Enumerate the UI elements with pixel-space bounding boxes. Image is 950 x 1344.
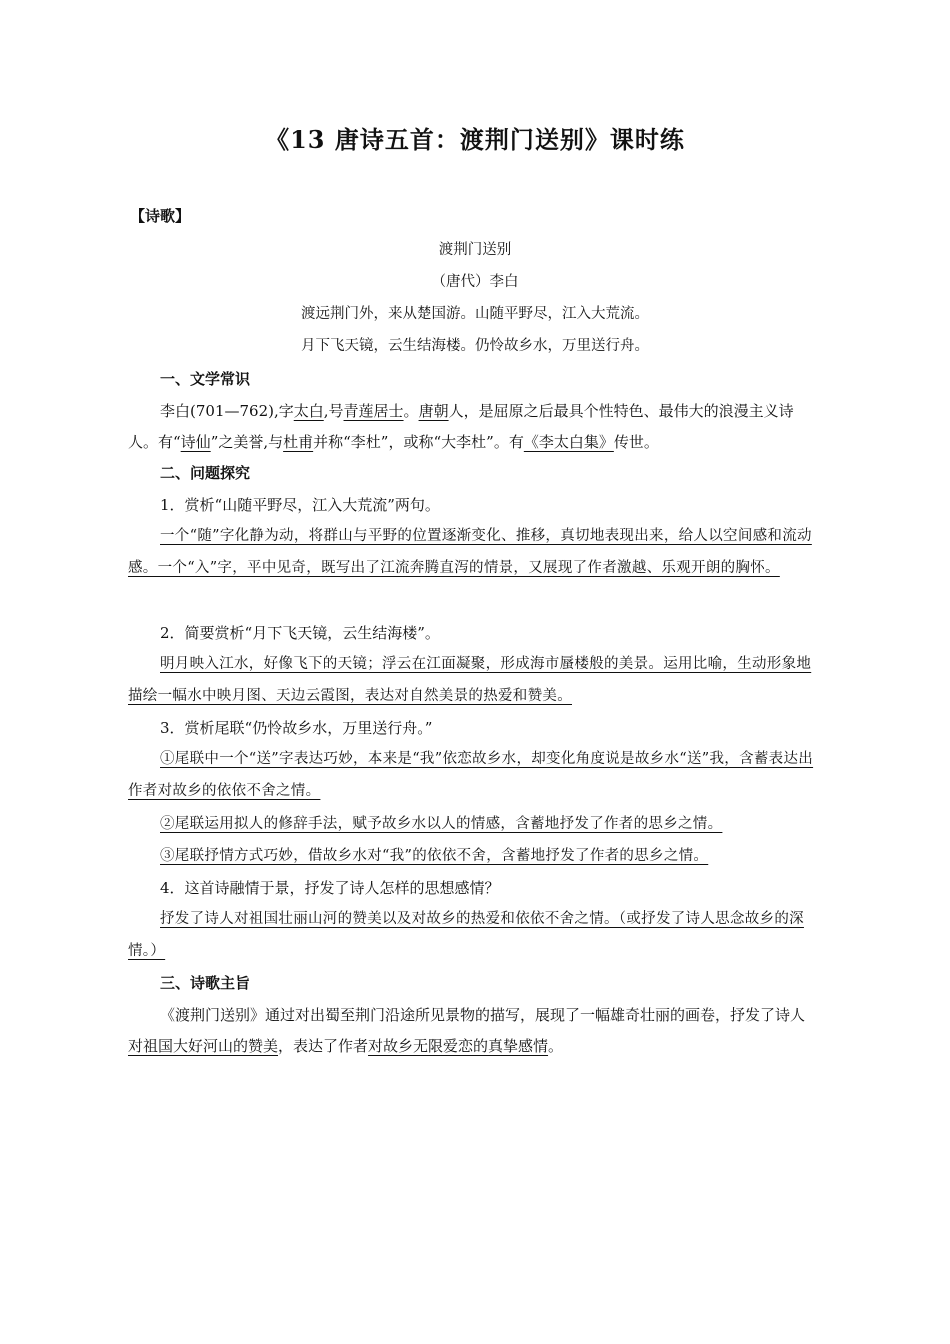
answer-text: 明月映入江水，好像飞下的天镜；浮云在江面凝聚，形成海市蜃楼般的美景。运用比喻，生动形象地描绘一幅水中映月图、天边云霞图，表达对自然美景的热爱和赞美。 — [128, 656, 812, 704]
fill-blank-collection: 《李太白集》 — [523, 433, 614, 451]
fill-blank-emotion: 对故乡无限爱恋的真挚感情 — [368, 1037, 549, 1055]
heading-question-inquiry: 二、问题探究 — [160, 464, 251, 482]
poem-author: （唐代）李白 — [431, 274, 519, 290]
answer-3-point-2 — [128, 808, 818, 840]
answer-text: 抒发了诗人对祖国壮丽山河的赞美以及对故乡的热爱和依依不舍之情。（或抒发了诗人思念故乡的深情。） — [128, 911, 804, 959]
question-2: 2．简要赏析“月下飞天镜，云生结海楼”。 — [160, 624, 440, 642]
heading-literary-knowledge: 一、文学常识 — [160, 370, 251, 388]
page-title: 《13 唐诗五首：渡荆门送别》课时练 — [265, 125, 685, 154]
text-run: 并称“李杜”，或称“大李杜”。有 — [313, 433, 524, 451]
text-run: 。 — [548, 1037, 564, 1055]
fill-blank-dynasty: 唐朝 — [418, 402, 449, 420]
poem-theme-paragraph — [128, 1000, 818, 1062]
text-run: ”之美誉,与 — [210, 433, 284, 451]
answer-3-point-1 — [128, 743, 818, 807]
text-run: 传世。 — [613, 433, 659, 451]
literary-knowledge-paragraph — [128, 396, 818, 458]
answer-text: 一个“随”字化静为动，将群山与平野的位置逐渐变化、推移，真切地表现出来，给人以空间感和流动感。一个“入”字，平中见奇，既写出了江流奔腾直泻的情景，又展现了作者激越、乐观开朗的胸怀。 — [128, 528, 812, 576]
text-run: ,号 — [323, 402, 344, 420]
section-tag-poem: 【诗歌】 — [130, 207, 191, 225]
fill-blank-art-name: 青莲居士 — [343, 402, 404, 420]
text-run: 。 — [403, 402, 419, 420]
answer-1 — [128, 520, 818, 584]
heading-poem-theme: 三、诗歌主旨 — [160, 974, 251, 992]
text-run: 人，是屈原之后最具个性特色、最伟大的浪漫主义诗人。有“ — [128, 402, 794, 451]
answer-4 — [128, 903, 818, 967]
text-run: 李白(701—762),字 — [160, 402, 294, 420]
poem-title: 渡荆门送别 — [438, 242, 512, 258]
text-run: 《渡荆门送别》通过对出蜀至荆门沿途所见景物的描写，展现了一幅雄奇壮丽的画卷，抒发了诗人 — [160, 1006, 806, 1024]
text-run: ，表达了作者 — [278, 1037, 369, 1055]
question-4: 4．这首诗融情于景，抒发了诗人怎样的思想感情？ — [160, 879, 500, 897]
fill-blank-praise: 对祖国大好河山的赞美 — [128, 1037, 279, 1055]
fill-blank-courtesy-name: 太白 — [293, 402, 324, 420]
question-3: 3．赏析尾联“仍怜故乡水，万里送行舟。” — [160, 719, 433, 737]
answer-3-point-3 — [128, 840, 818, 872]
fill-blank-title: 诗仙 — [180, 433, 211, 451]
answer-text: ①尾联中一个“送”字表达巧妙，本来是“我”依恋故乡水，却变化角度说是故乡水“送”我，含蓄表达出作者对故乡的依依不舍之情。 — [128, 751, 814, 799]
poem-line-2: 月下飞天镜，云生结海楼。仍怜故乡水，万里送行舟。 — [301, 338, 649, 354]
fill-blank-poet: 杜甫 — [283, 433, 314, 451]
answer-text: ③尾联抒情方式巧妙，借故乡水对“我”的依依不舍，含蓄地抒发了作者的思乡之情。 — [160, 848, 709, 864]
question-1: 1．赏析“山随平野尽，江入大荒流”两句。 — [160, 496, 440, 514]
answer-2 — [128, 648, 818, 712]
poem-line-1: 渡远荆门外，来从楚国游。山随平野尽，江入大荒流。 — [301, 306, 649, 322]
answer-text: ②尾联运用拟人的修辞手法，赋予故乡水以人的情感，含蓄地抒发了作者的思乡之情。 — [160, 816, 723, 832]
